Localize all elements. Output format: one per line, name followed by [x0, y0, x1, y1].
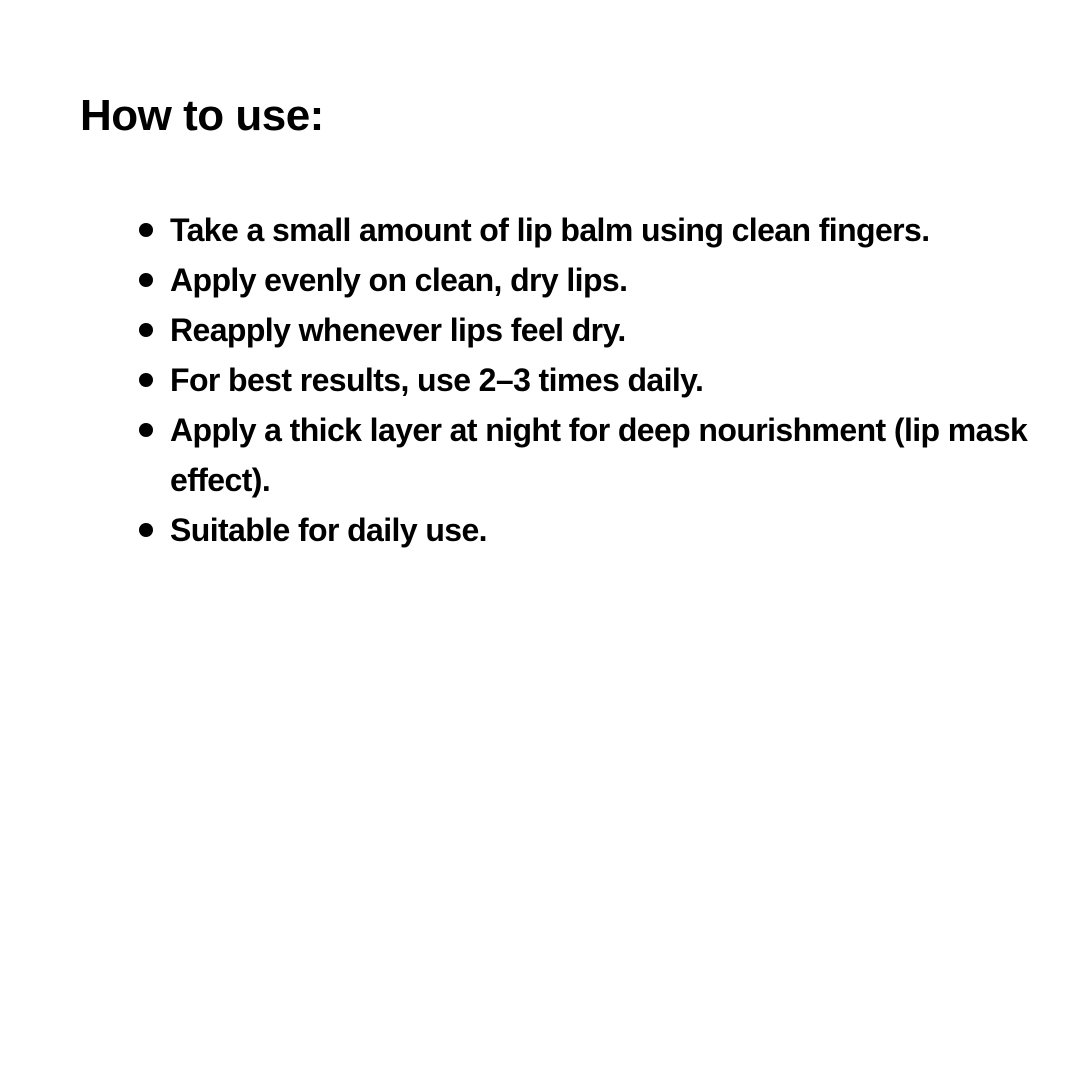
list-item: [136, 205, 1071, 255]
instruction-text: Reapply whenever lips feel dry.: [170, 312, 626, 348]
bullet-icon: [139, 273, 153, 287]
instruction-text: Take a small amount of lip balm using clean fingers.: [170, 212, 930, 248]
instruction-text: For best results, use 2–3 times daily.: [170, 362, 704, 398]
bullet-icon: [139, 373, 153, 387]
list-item: [136, 355, 1071, 405]
instruction-text: Apply a thick layer at night for deep nourishment (lip mask effect).: [170, 412, 1028, 498]
list-item: [136, 305, 1071, 355]
page-title: How to use:: [80, 91, 324, 140]
bullet-icon: [139, 223, 153, 237]
list-item: [136, 255, 1071, 305]
bullet-icon: [139, 423, 153, 437]
instruction-text: Suitable for daily use.: [170, 512, 487, 548]
bullet-icon: [139, 323, 153, 337]
bullet-icon: [139, 523, 153, 537]
list-item: [136, 405, 1071, 505]
usage-instructions-list: [136, 205, 1071, 555]
list-item: [136, 505, 1071, 555]
instruction-text: Apply evenly on clean, dry lips.: [170, 262, 628, 298]
